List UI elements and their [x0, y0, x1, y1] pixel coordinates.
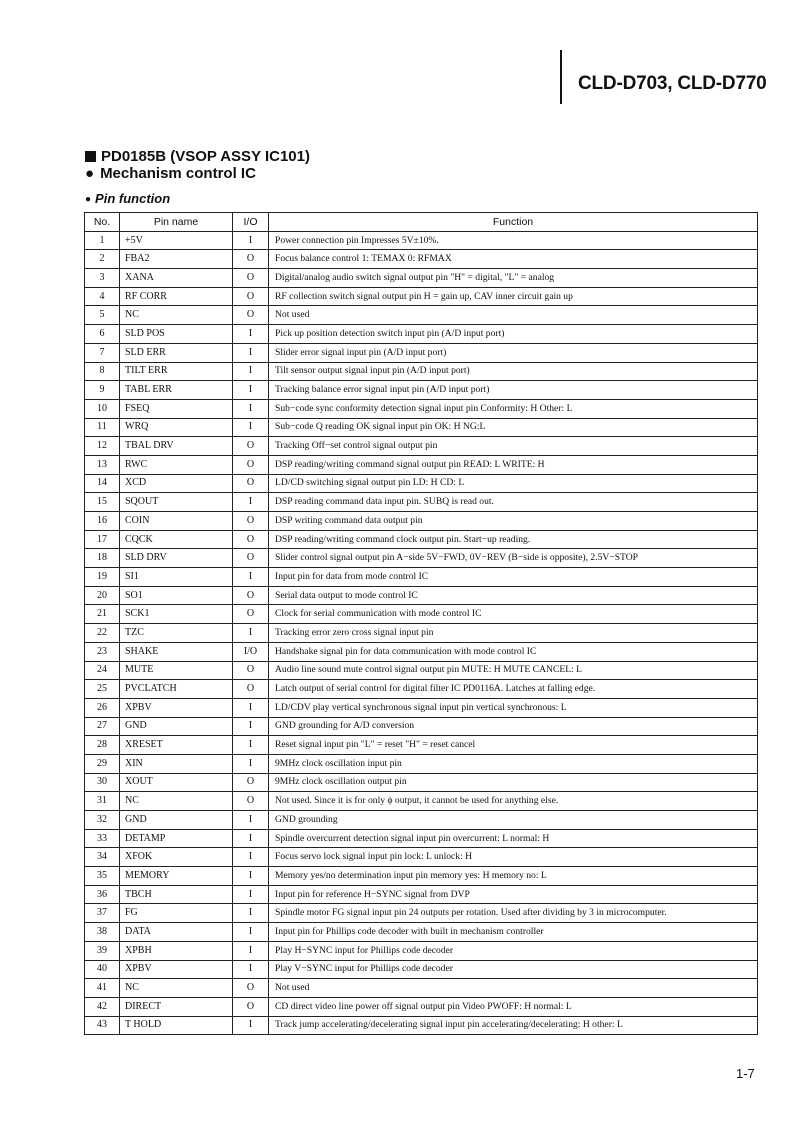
- column-header-function: Function: [269, 213, 758, 232]
- pin-function-cell: Track jump accelerating/decelerating signal input pin accelerating/decelerating: H other: L: [269, 1016, 758, 1035]
- pin-name-cell: MUTE: [120, 661, 233, 680]
- pin-name-cell: PVCLATCH: [120, 680, 233, 699]
- pin-io-cell: O: [233, 979, 269, 998]
- pin-function-cell: Not used: [269, 306, 758, 325]
- pin-number-cell: 17: [85, 530, 120, 549]
- pin-io-cell: I: [233, 231, 269, 250]
- pin-number-cell: 10: [85, 399, 120, 418]
- table-row: [85, 418, 758, 437]
- table-row: [85, 904, 758, 923]
- pin-number-cell: 36: [85, 885, 120, 904]
- pin-function-cell: Slider error signal input pin (A/D input port): [269, 343, 758, 362]
- pin-io-cell: O: [233, 287, 269, 306]
- pin-name-cell: RF CORR: [120, 287, 233, 306]
- table-row: [85, 848, 758, 867]
- pin-function-cell: Not used. Since it is for only ϕ output, it cannot be used for anything else.: [269, 792, 758, 811]
- pin-name-cell: TBCH: [120, 885, 233, 904]
- table-row: [85, 941, 758, 960]
- table-row: [85, 960, 758, 979]
- pin-io-cell: I: [233, 343, 269, 362]
- pin-function-cell: CD direct video line power off signal output pin Video PWOFF: H normal: L: [269, 997, 758, 1016]
- pin-number-cell: 37: [85, 904, 120, 923]
- pin-function-heading-text: Pin function: [95, 191, 171, 206]
- pin-function-cell: DSP reading/writing command clock output pin. Start−up reading.: [269, 530, 758, 549]
- pin-function-cell: LD/CDV play vertical synchronous signal input pin vertical synchronous: L: [269, 698, 758, 717]
- pin-number-cell: 5: [85, 306, 120, 325]
- pin-function-cell: Handshake signal pin for data communication with mode control IC: [269, 642, 758, 661]
- pin-io-cell: I: [233, 568, 269, 587]
- pin-number-cell: 12: [85, 437, 120, 456]
- table-row: [85, 811, 758, 830]
- pin-name-cell: MEMORY: [120, 867, 233, 886]
- table-row: [85, 362, 758, 381]
- pin-name-cell: XIN: [120, 754, 233, 773]
- pin-number-cell: 18: [85, 549, 120, 568]
- header-divider-line: [560, 50, 562, 104]
- pin-name-cell: SLD ERR: [120, 343, 233, 362]
- table-row: [85, 698, 758, 717]
- pin-io-cell: I: [233, 717, 269, 736]
- pin-name-cell: SHAKE: [120, 642, 233, 661]
- pin-number-cell: 3: [85, 269, 120, 288]
- pin-io-cell: I: [233, 885, 269, 904]
- section-title: [85, 148, 310, 165]
- pin-function-cell: Audio line sound mute control signal output pin MUTE: H MUTE CANCEL: L: [269, 661, 758, 680]
- pin-io-cell: I: [233, 960, 269, 979]
- pin-name-cell: XPBV: [120, 698, 233, 717]
- pin-number-cell: 40: [85, 960, 120, 979]
- pin-function-cell: 9MHz clock oscillation input pin: [269, 754, 758, 773]
- pin-number-cell: 42: [85, 997, 120, 1016]
- table-row: [85, 979, 758, 998]
- pin-io-cell: I: [233, 848, 269, 867]
- pin-io-cell: O: [233, 773, 269, 792]
- table-row: [85, 250, 758, 269]
- pin-io-cell: I: [233, 325, 269, 344]
- pin-io-cell: I: [233, 923, 269, 942]
- pin-number-cell: 9: [85, 381, 120, 400]
- pin-number-cell: 31: [85, 792, 120, 811]
- pin-io-cell: O: [233, 792, 269, 811]
- pin-name-cell: NC: [120, 979, 233, 998]
- pin-number-cell: 25: [85, 680, 120, 699]
- pin-function-cell: Not used: [269, 979, 758, 998]
- pin-function-cell: Digital/analog audio switch signal output pin "H" = digital, "L" = analog: [269, 269, 758, 288]
- pin-io-cell: O: [233, 549, 269, 568]
- pin-number-cell: 33: [85, 829, 120, 848]
- pin-name-cell: FG: [120, 904, 233, 923]
- pin-function-cell: 9MHz clock oscillation output pin: [269, 773, 758, 792]
- table-row: [85, 568, 758, 587]
- pin-number-cell: 6: [85, 325, 120, 344]
- pin-number-cell: 8: [85, 362, 120, 381]
- pin-name-cell: TZC: [120, 624, 233, 643]
- pin-function-cell: Focus balance control 1: TEMAX 0: RFMAX: [269, 250, 758, 269]
- table-row: [85, 773, 758, 792]
- pin-number-cell: 14: [85, 474, 120, 493]
- pin-name-cell: FBA2: [120, 250, 233, 269]
- pin-function-cell: RF collection switch signal output pin H = gain up, CAV inner circuit gain up: [269, 287, 758, 306]
- pin-number-cell: 35: [85, 867, 120, 886]
- table-row: [85, 680, 758, 699]
- pin-function-cell: Latch output of serial control for digital filter IC PD0116A. Latches at falling edge.: [269, 680, 758, 699]
- pin-number-cell: 34: [85, 848, 120, 867]
- pin-function-cell: Tilt sensor output signal input pin (A/D input port): [269, 362, 758, 381]
- pin-name-cell: DIRECT: [120, 997, 233, 1016]
- table-row: [85, 997, 758, 1016]
- column-header-io: I/O: [233, 213, 269, 232]
- pin-name-cell: GND: [120, 717, 233, 736]
- table-row: [85, 325, 758, 344]
- page-number: 1-7: [736, 1066, 755, 1081]
- pin-name-cell: TBAL DRV: [120, 437, 233, 456]
- pin-number-cell: 11: [85, 418, 120, 437]
- pin-number-cell: 30: [85, 773, 120, 792]
- pin-number-cell: 16: [85, 512, 120, 531]
- bullet-icon: ●: [85, 165, 95, 182]
- table-row: [85, 1016, 758, 1035]
- pin-name-cell: TABL ERR: [120, 381, 233, 400]
- table-row: [85, 269, 758, 288]
- pin-number-cell: 4: [85, 287, 120, 306]
- pin-number-cell: 39: [85, 941, 120, 960]
- pin-io-cell: O: [233, 586, 269, 605]
- pin-number-cell: 38: [85, 923, 120, 942]
- pin-function-heading: [85, 191, 170, 206]
- pin-name-cell: FSEQ: [120, 399, 233, 418]
- pin-io-cell: I: [233, 493, 269, 512]
- pin-io-cell: O: [233, 680, 269, 699]
- pin-number-cell: 13: [85, 455, 120, 474]
- table-row: [85, 642, 758, 661]
- pin-io-cell: O: [233, 269, 269, 288]
- pin-number-cell: 19: [85, 568, 120, 587]
- pin-name-cell: SLD POS: [120, 325, 233, 344]
- pin-number-cell: 1: [85, 231, 120, 250]
- section-subtitle-text: Mechanism control IC: [100, 165, 256, 182]
- table-row: [85, 885, 758, 904]
- table-row: [85, 306, 758, 325]
- pin-function-cell: Tracking Off−set control signal output pin: [269, 437, 758, 456]
- pin-number-cell: 29: [85, 754, 120, 773]
- table-row: [85, 231, 758, 250]
- pin-name-cell: DETAMP: [120, 829, 233, 848]
- table-row: [85, 530, 758, 549]
- pin-name-cell: WRQ: [120, 418, 233, 437]
- column-header-no: No.: [85, 213, 120, 232]
- table-row: [85, 381, 758, 400]
- pin-function-cell: Tracking balance error signal input pin (A/D input port): [269, 381, 758, 400]
- pin-io-cell: I/O: [233, 642, 269, 661]
- pin-name-cell: NC: [120, 306, 233, 325]
- pin-io-cell: O: [233, 474, 269, 493]
- pin-name-cell: RWC: [120, 455, 233, 474]
- pin-function-cell: Play V−SYNC input for Phillips code decoder: [269, 960, 758, 979]
- pin-name-cell: TILT ERR: [120, 362, 233, 381]
- pin-number-cell: 23: [85, 642, 120, 661]
- pin-io-cell: I: [233, 829, 269, 848]
- pin-number-cell: 2: [85, 250, 120, 269]
- pin-number-cell: 7: [85, 343, 120, 362]
- table-row: [85, 455, 758, 474]
- pin-number-cell: 15: [85, 493, 120, 512]
- pin-function-cell: Clock for serial communication with mode control IC: [269, 605, 758, 624]
- pin-number-cell: 32: [85, 811, 120, 830]
- pin-io-cell: I: [233, 867, 269, 886]
- pin-name-cell: XCD: [120, 474, 233, 493]
- pin-io-cell: I: [233, 904, 269, 923]
- pin-function-cell: DSP writing command data output pin: [269, 512, 758, 531]
- column-header-pin-name: Pin name: [120, 213, 233, 232]
- pin-function-cell: Spindle overcurrent detection signal input pin overcurrent: L normal: H: [269, 829, 758, 848]
- pin-function-cell: Play H−SYNC input for Phillips code decoder: [269, 941, 758, 960]
- pin-name-cell: DATA: [120, 923, 233, 942]
- pin-io-cell: I: [233, 698, 269, 717]
- table-row: [85, 867, 758, 886]
- pin-io-cell: O: [233, 250, 269, 269]
- pin-io-cell: O: [233, 306, 269, 325]
- pin-name-cell: SCK1: [120, 605, 233, 624]
- pin-io-cell: O: [233, 530, 269, 549]
- bullet-icon: ●: [85, 194, 92, 205]
- pin-number-cell: 28: [85, 736, 120, 755]
- pin-name-cell: NC: [120, 792, 233, 811]
- pin-name-cell: SQOUT: [120, 493, 233, 512]
- pin-io-cell: O: [233, 437, 269, 456]
- pin-function-cell: Memory yes/no determination input pin memory yes: H memory no: L: [269, 867, 758, 886]
- table-row: [85, 923, 758, 942]
- square-bullet-icon: [85, 151, 96, 162]
- pin-name-cell: GND: [120, 811, 233, 830]
- pin-io-cell: I: [233, 1016, 269, 1035]
- model-title: CLD-D703, CLD-D770: [578, 73, 767, 94]
- pin-number-cell: 20: [85, 586, 120, 605]
- pin-number-cell: 43: [85, 1016, 120, 1035]
- pin-number-cell: 41: [85, 979, 120, 998]
- pin-function-cell: Spindle motor FG signal input pin 24 outputs per rotation. Used after dividing by 3 in microcomputer.: [269, 904, 758, 923]
- section-title-text: PD0185B (VSOP ASSY IC101): [101, 148, 310, 165]
- pin-io-cell: I: [233, 736, 269, 755]
- pin-function-table: [84, 212, 758, 1035]
- pin-io-cell: O: [233, 512, 269, 531]
- pin-name-cell: XPBV: [120, 960, 233, 979]
- section-subtitle: [85, 165, 256, 182]
- pin-io-cell: I: [233, 624, 269, 643]
- pin-name-cell: XANA: [120, 269, 233, 288]
- pin-function-cell: Reset signal input pin "L" = reset "H" = reset cancel: [269, 736, 758, 755]
- pin-io-cell: O: [233, 661, 269, 680]
- pin-name-cell: SLD DRV: [120, 549, 233, 568]
- table-row: [85, 717, 758, 736]
- table-row: [85, 512, 758, 531]
- pin-name-cell: XPBH: [120, 941, 233, 960]
- table-row: [85, 792, 758, 811]
- pin-io-cell: I: [233, 362, 269, 381]
- pin-io-cell: O: [233, 605, 269, 624]
- table-row: [85, 586, 758, 605]
- pin-function-cell: Sub−code sync conformity detection signal input pin Conformity: H Other: L: [269, 399, 758, 418]
- pin-number-cell: 24: [85, 661, 120, 680]
- pin-function-cell: Input pin for reference H−SYNC signal from DVP: [269, 885, 758, 904]
- pin-function-cell: LD/CD switching signal output pin LD: H CD: L: [269, 474, 758, 493]
- pin-name-cell: XRESET: [120, 736, 233, 755]
- table-row: [85, 736, 758, 755]
- pin-io-cell: O: [233, 997, 269, 1016]
- pin-io-cell: O: [233, 455, 269, 474]
- pin-io-cell: I: [233, 399, 269, 418]
- table-row: [85, 399, 758, 418]
- pin-function-cell: Power connection pin Impresses 5V±10%.: [269, 231, 758, 250]
- pin-function-cell: DSP reading command data input pin. SUBQ is read out.: [269, 493, 758, 512]
- pin-function-cell: Input pin for data from mode control IC: [269, 568, 758, 587]
- pin-name-cell: XFOK: [120, 848, 233, 867]
- pin-name-cell: XOUT: [120, 773, 233, 792]
- pin-name-cell: SO1: [120, 586, 233, 605]
- pin-function-cell: GND grounding for A/D conversion: [269, 717, 758, 736]
- table-row: [85, 287, 758, 306]
- pin-name-cell: T HOLD: [120, 1016, 233, 1035]
- pin-number-cell: 27: [85, 717, 120, 736]
- pin-io-cell: I: [233, 418, 269, 437]
- pin-function-cell: Tracking error zero cross signal input pin: [269, 624, 758, 643]
- table-row: [85, 829, 758, 848]
- table-row: [85, 474, 758, 493]
- pin-function-cell: Serial data output to mode control IC: [269, 586, 758, 605]
- pin-name-cell: +5V: [120, 231, 233, 250]
- pin-function-cell: DSP reading/writing command signal output pin READ: L WRITE: H: [269, 455, 758, 474]
- pin-io-cell: I: [233, 941, 269, 960]
- pin-function-cell: Slider control signal output pin A−side 5V−FWD, 0V−REV (B−side is opposite), 2.5V−STOP: [269, 549, 758, 568]
- pin-name-cell: COIN: [120, 512, 233, 531]
- table-row: [85, 493, 758, 512]
- pin-function-cell: Input pin for Phillips code decoder with built in mechanism controller: [269, 923, 758, 942]
- table-row: [85, 661, 758, 680]
- table-row: [85, 605, 758, 624]
- pin-number-cell: 22: [85, 624, 120, 643]
- table-row: [85, 549, 758, 568]
- pin-name-cell: SI1: [120, 568, 233, 587]
- pin-function-cell: Pick up position detection switch input pin (A/D input port): [269, 325, 758, 344]
- pin-io-cell: I: [233, 754, 269, 773]
- pin-function-cell: Focus servo lock signal input pin lock: L unlock: H: [269, 848, 758, 867]
- table-header-row: [85, 213, 758, 232]
- table-row: [85, 437, 758, 456]
- pin-number-cell: 21: [85, 605, 120, 624]
- table-row: [85, 343, 758, 362]
- pin-io-cell: I: [233, 811, 269, 830]
- pin-name-cell: CQCK: [120, 530, 233, 549]
- pin-function-cell: GND grounding: [269, 811, 758, 830]
- pin-io-cell: I: [233, 381, 269, 400]
- pin-function-cell: Sub−code Q reading OK signal input pin OK: H NG:L: [269, 418, 758, 437]
- table-row: [85, 754, 758, 773]
- table-row: [85, 624, 758, 643]
- pin-number-cell: 26: [85, 698, 120, 717]
